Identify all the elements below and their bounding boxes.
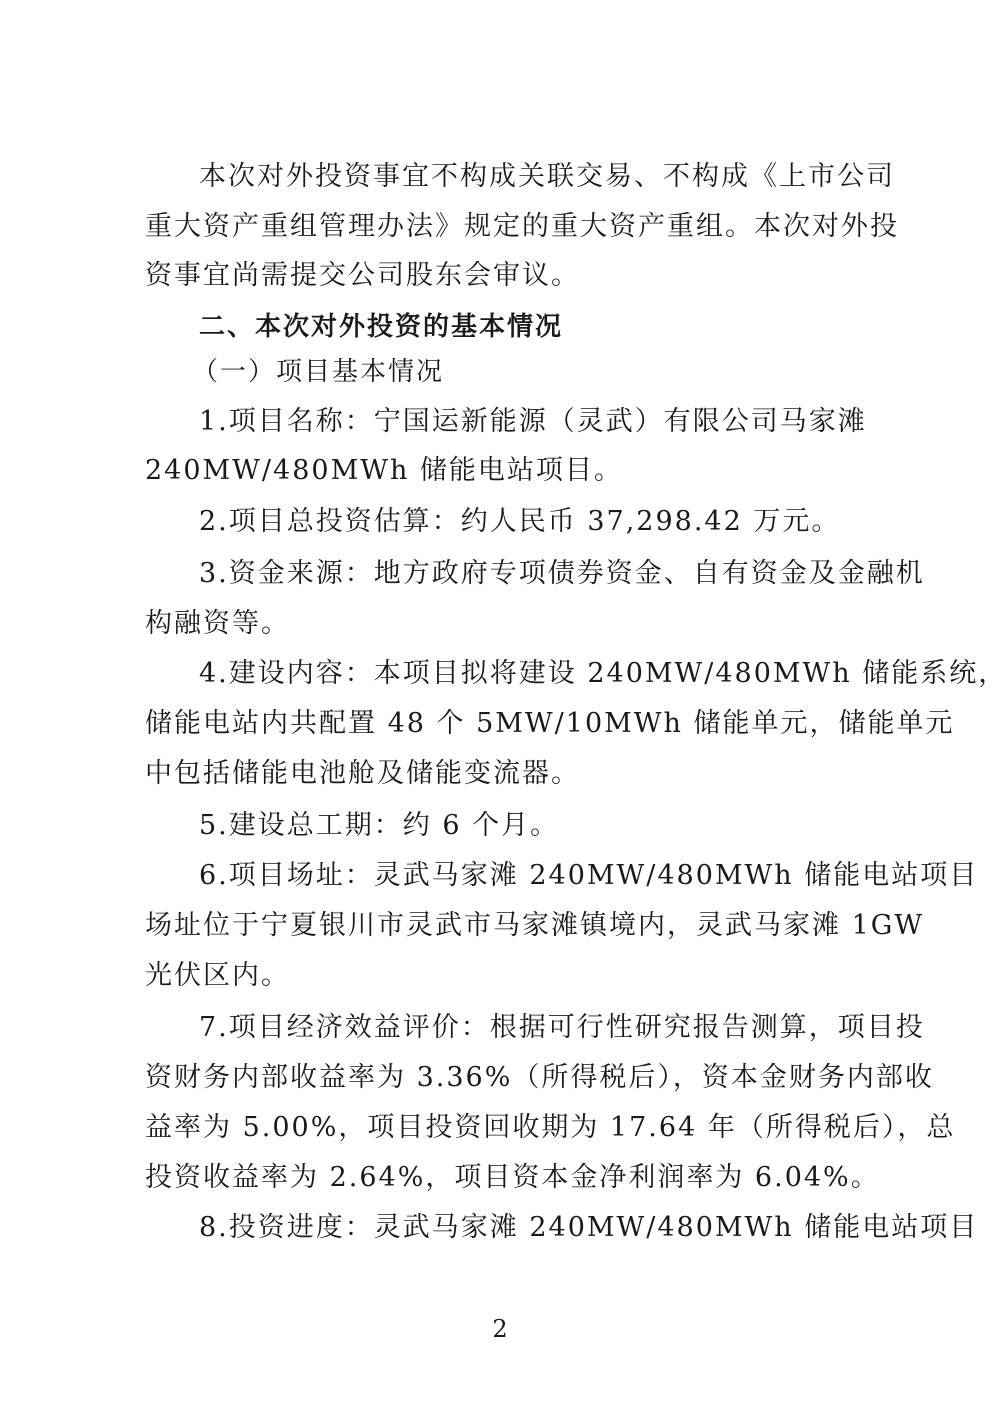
body-text-line: 投资收益率为 2.64%，项目资本金净利润率为 6.04%。 — [145, 1162, 880, 1193]
body-text-line: 本次对外投资事宜不构成关联交易、不构成《上市公司 — [199, 161, 895, 192]
subsection-heading: （一）项目基本情况 — [192, 357, 445, 387]
item-project-name: 1.项目名称：宁国运新能源（灵武）有限公司马家滩 — [199, 406, 867, 437]
item-construction-period: 5.建设总工期：约 6 个月。 — [199, 810, 560, 841]
body-text-line: 场址位于宁夏银川市灵武市马家滩镇境内，灵武马家滩 1GW — [145, 910, 925, 941]
body-text-line: 资事宜尚需提交公司股东会审议。 — [145, 260, 580, 291]
page-number: 2 — [492, 1315, 508, 1343]
item-economic-evaluation: 7.项目经济效益评价：根据可行性研究报告测算，项目投 — [199, 1012, 925, 1043]
body-text-line: 资财务内部收益率为 3.36%（所得税后），资本金财务内部收 — [145, 1062, 934, 1093]
body-text-line: 构融资等。 — [145, 608, 290, 639]
item-project-site: 6.项目场址：灵武马家滩 240MW/480MWh 储能电站项目 — [199, 860, 979, 891]
body-text-line: 重大资产重组管理办法》规定的重大资产重组。本次对外投 — [145, 211, 899, 242]
item-investment-progress: 8.投资进度：灵武马家滩 240MW/480MWh 储能电站项目 — [199, 1212, 979, 1243]
section-heading: 二、本次对外投资的基本情况 — [199, 312, 564, 342]
body-text-line: 240MW/480MWh 储能电站项目。 — [145, 455, 623, 486]
item-funding-source: 3.资金来源：地方政府专项债券资金、自有资金及金融机 — [199, 558, 925, 589]
item-construction-content: 4.建设内容：本项目拟将建设 240MW/480MWh 储能系统， — [199, 658, 1007, 689]
body-text-line: 光伏区内。 — [145, 960, 290, 991]
body-text-line: 储能电站内共配置 48 个 5MW/10MWh 储能单元，储能单元 — [145, 708, 955, 739]
body-text-line: 中包括储能电池舱及储能变流器。 — [145, 758, 580, 789]
body-text-line: 益率为 5.00%，项目投资回收期为 17.64 年（所得税后），总 — [145, 1112, 956, 1143]
item-total-investment: 2.项目总投资估算：约人民币 37,298.42 万元。 — [199, 506, 841, 537]
